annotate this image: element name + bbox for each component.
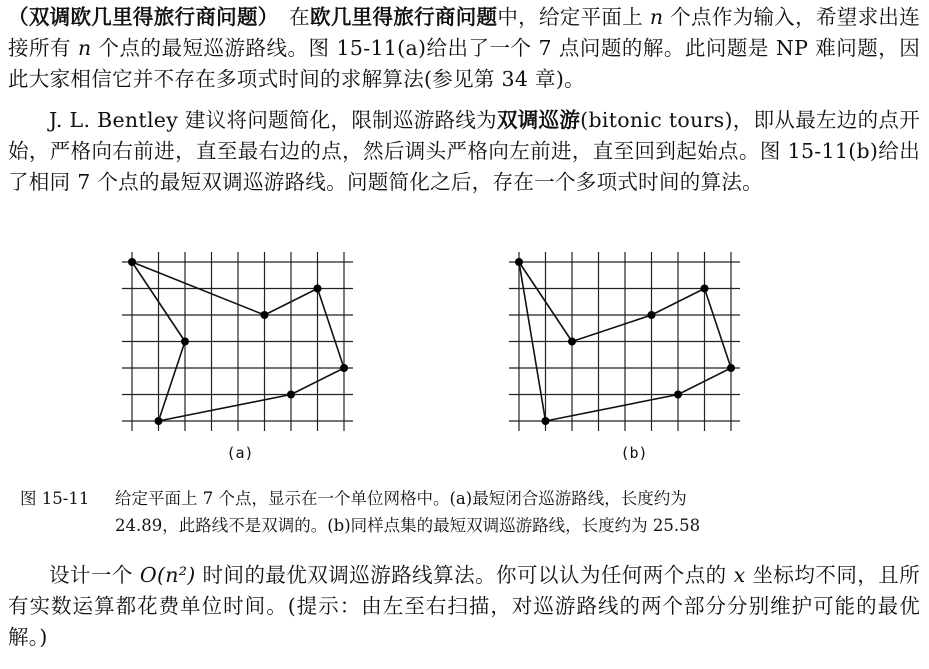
tour-point [568, 338, 576, 346]
text: 时间的最优双调巡游路线算法。你可以认为任何两个点的 [202, 563, 727, 587]
tour-point [701, 285, 709, 293]
figure-b-bitonic-tour [505, 250, 740, 440]
figure-caption [20, 485, 900, 539]
text: J. L. Bentley 建议将问题简化，限制巡游路线为 [49, 108, 497, 132]
var-n: n [643, 5, 671, 29]
tour-point [340, 364, 348, 372]
figure-a-label: (a) [226, 444, 254, 462]
tour-point [155, 417, 163, 425]
var-x: x [726, 563, 753, 587]
tour-edge [705, 289, 732, 369]
complexity: O(n²) [132, 563, 203, 587]
tour-edge [546, 395, 679, 422]
figure-b-label: (b) [620, 444, 648, 462]
tour-point [181, 338, 189, 346]
tour-point [542, 417, 550, 425]
tour-point [314, 285, 322, 293]
term-euclidean-tsp: 欧几里得旅行商问题 [310, 5, 498, 29]
tour-point [261, 311, 269, 319]
text: 坐标均不同，且所有实数运算都花费单位时间。(提示：由左至右扫描，对巡游路线的两个部分分别维护可能的最优解。) [8, 563, 921, 649]
tour-point [727, 364, 735, 372]
text: 中，给定平面上 [497, 5, 644, 29]
text: 在 [268, 5, 310, 29]
text: (bitonic tours)，即从最左边的点开始，严格向右前进，直至最右边的点，然后调头严格向左前进，直至回到起始点。图 15-11(b)给出了相同 7 个点的最短双调巡游路线。问题简化之后，存在一个多项式时间的算法。 [8, 108, 920, 194]
paragraph-problem-intro [8, 2, 920, 95]
figure-number: 图 15-11 [20, 489, 90, 508]
text: 个点的最短巡游路线。图 15-11(a)给出了一个 7 点问题的解。此问题是 NP 难问题，因此大家相信它并不存在多项式时间的求解算法(参见第 34 章)。 [8, 36, 920, 91]
text: 个点作为输入，希望求出连接所有 [8, 5, 921, 60]
problem-title: （双调欧几里得旅行商问题） [8, 5, 269, 29]
term-bitonic-tour: 双调巡游 [496, 108, 581, 132]
tour-point [648, 311, 656, 319]
caption-line1: 给定平面上 7 个点，显示在一个单位网格中。(a)最短闭合巡游路线，长度约为 [115, 489, 687, 508]
paragraph-bitonic [8, 105, 920, 198]
figure-a-shortest-tour [118, 250, 353, 440]
tour-edge [572, 315, 652, 342]
tour-edge [318, 289, 345, 369]
tour-point [515, 258, 523, 266]
text: 设计一个 [49, 563, 133, 587]
tour-point [287, 391, 295, 399]
tour-point [128, 258, 136, 266]
tour-edge [159, 342, 186, 422]
paragraph-exercise [8, 560, 920, 653]
tour-point [674, 391, 682, 399]
caption-line2: 24.89，此路线不是双调的。(b)同样点集的最短双调巡游路线，长度约为 25.58 [115, 516, 701, 535]
var-n: n [71, 36, 99, 60]
tour-edge [159, 395, 292, 422]
